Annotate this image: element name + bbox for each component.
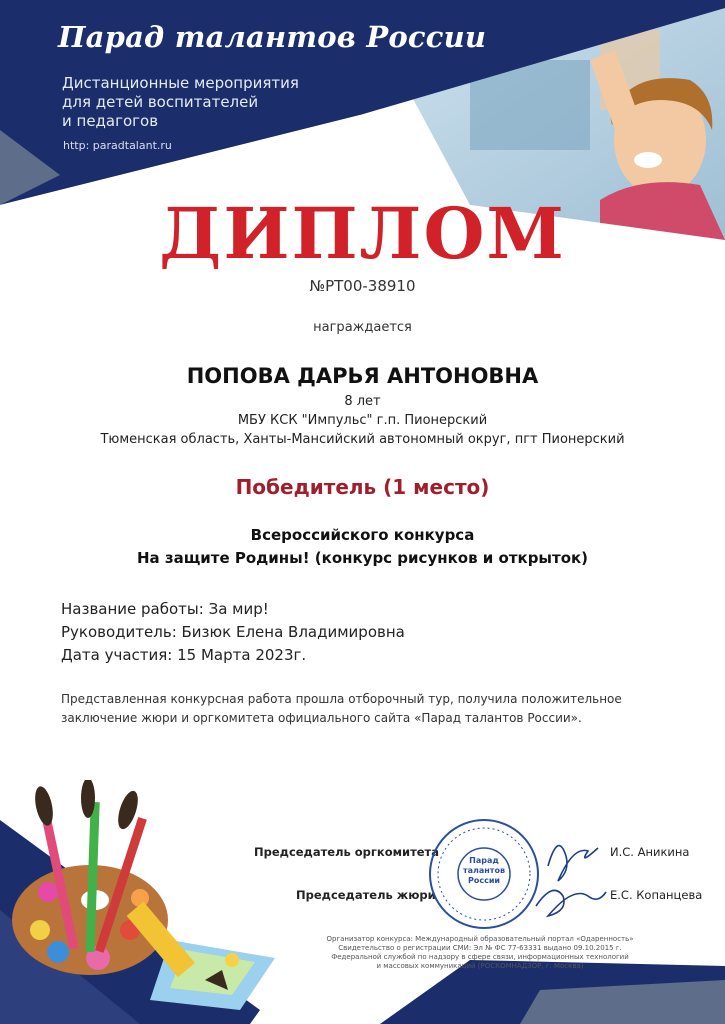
recipient-region: Тюменская область, Ханты-Мансийский автономный округ, пгт Пионерский — [100, 432, 625, 447]
work-title: Название работы: За мир! — [61, 600, 269, 618]
diploma-title: ДИПЛОМ — [159, 192, 566, 275]
stamp-line: талантов — [462, 866, 505, 875]
supervisor: Руководитель: Бизюк Елена Владимировна — [61, 623, 405, 641]
recipient-age: 8 лет — [344, 394, 381, 409]
footer-line: Федеральной службой по надзору в сфере связи, информационных технологий — [331, 953, 629, 961]
jury-chair-label: Председатель жюри — [296, 888, 436, 902]
diploma-number: №РТ00-38910 — [309, 277, 416, 295]
art-supplies-illustration — [0, 780, 300, 1024]
contest-line-1: Всероссийского конкурса — [250, 526, 475, 544]
brand-subtitle-line: и педагогов — [62, 112, 159, 130]
signature-icon — [528, 826, 608, 922]
awarded-label: награждается — [313, 320, 412, 335]
brand-subtitle-line: Дистанционные мероприятия — [62, 74, 299, 92]
footer-line: Свидетельство о регистрации СМИ: Эл № ФС 77-63331 выдано 09.10.2015 г. — [338, 944, 622, 952]
brand-subtitle — [62, 74, 322, 131]
contest-line-2: На защите Родины! (конкурс рисунков и открыток) — [136, 549, 589, 567]
official-stamp — [428, 818, 540, 930]
stamp-text — [428, 856, 540, 886]
brand-url: http: paradtalant.ru — [63, 139, 172, 152]
stamp-line: России — [467, 876, 501, 885]
footer-line: и массовых коммуникаций (РОСКОМНАДЗОР, г. Москва) — [376, 962, 584, 970]
award-place: Победитель (1 место) — [235, 475, 490, 499]
stamp-line: Парад — [469, 856, 499, 865]
organizer-footer — [300, 935, 660, 971]
brand-title: Парад талантов России — [58, 20, 487, 54]
org-chair-name: И.С. Аникина — [610, 845, 690, 859]
jury-note: Представленная конкурсная работа прошла отборочный тур, получила положительное заключение жюри и оргкомитета официального сайта «Парад талантов России». — [61, 692, 622, 725]
jury-chair-name: Е.С. Копанцева — [610, 888, 703, 902]
recipient-organization: МБУ КСК "Импульс" г.п. Пионерский — [237, 413, 488, 428]
participation-date: Дата участия: 15 Марта 2023г. — [61, 646, 307, 664]
footer-line: Организатор конкурса: Международный образовательный портал «Одаренность» — [326, 935, 634, 943]
sun-icon — [225, 953, 239, 967]
org-chair-label: Председатель оргкомитета — [254, 845, 439, 859]
recipient-name: ПОПОВА ДАРЬЯ АНТОНОВНА — [186, 364, 539, 388]
work-details — [61, 598, 405, 667]
brand-subtitle-line: для детей воспитателей — [62, 93, 259, 111]
